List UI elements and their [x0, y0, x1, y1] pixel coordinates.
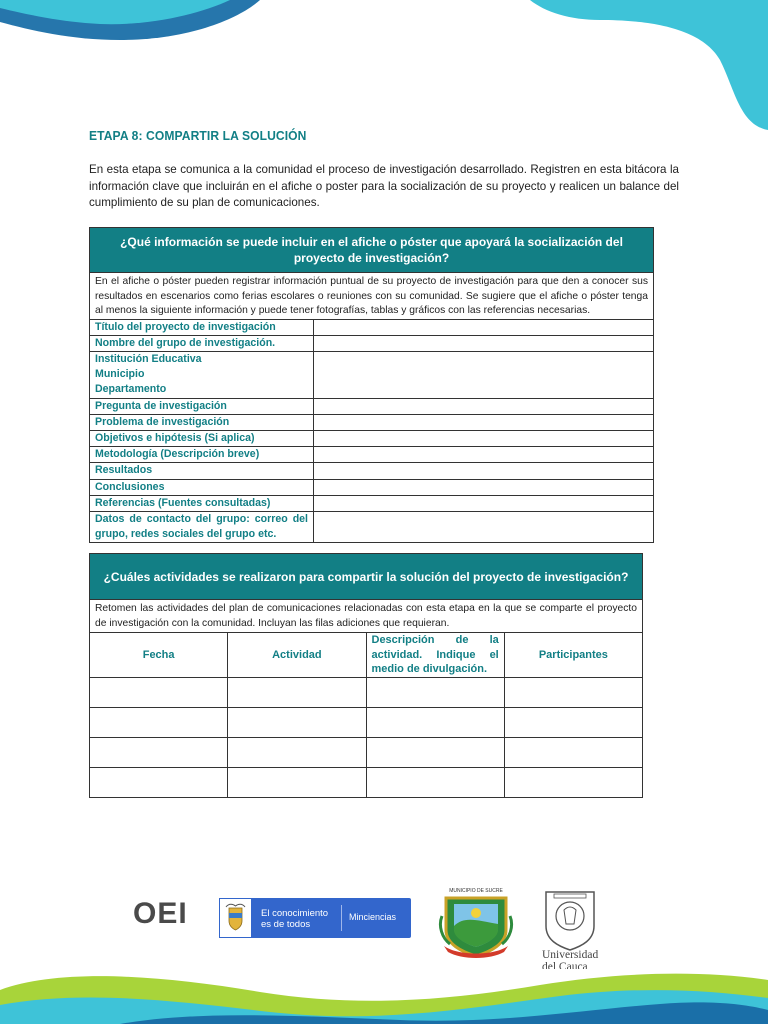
- sucre-municipality-shield-icon: [438, 886, 514, 962]
- row-label: Datos de contacto del grupo: correo del grupo, redes sociales del grupo etc.: [90, 511, 314, 542]
- table-cell[interactable]: [504, 708, 642, 738]
- gov-slogan: [261, 908, 328, 930]
- table-cell[interactable]: [90, 768, 228, 798]
- row-value-cell[interactable]: [314, 335, 654, 351]
- row-value-cell[interactable]: [314, 351, 654, 398]
- unicauca-name-line2: del Cauca: [542, 961, 588, 969]
- row-label: Objetivos e hipótesis (Si aplica): [90, 430, 314, 446]
- table-cell[interactable]: [504, 768, 642, 798]
- unicauca-name-line1: Universidad: [542, 949, 599, 961]
- row-label: Pregunta de investigación: [90, 398, 314, 414]
- table-cell[interactable]: [90, 678, 228, 708]
- sucre-name: MUNICIPIO DE SUCRE: [449, 888, 503, 894]
- column-headers: [90, 633, 643, 678]
- table-cell[interactable]: [90, 708, 228, 738]
- row-value-cell[interactable]: [314, 511, 654, 542]
- row-label-group: [90, 351, 314, 398]
- table-cell[interactable]: [504, 738, 642, 768]
- poster-table-header: ¿Qué información se puede incluir en el afiche o póster que apoyará la socialización del proyecto de investigación?: [90, 228, 654, 273]
- colombia-shield-icon: [219, 898, 252, 938]
- gov-slogan-line1: El conocimiento: [261, 908, 329, 919]
- row-label: Institución Educativa: [95, 352, 202, 365]
- table-cell[interactable]: [228, 708, 366, 738]
- row-label: Problema de investigación: [90, 414, 314, 430]
- table-row: [90, 351, 654, 398]
- row-value-cell[interactable]: [314, 430, 654, 446]
- minciencias-label: Minciencias: [349, 912, 397, 922]
- column-header-actividad: Actividad: [228, 633, 366, 678]
- column-header-fecha: Fecha: [90, 633, 228, 678]
- intro-paragraph: En esta etapa se comunica a la comunidad el proceso de investigación desarrollado. Registren en esta bitácora la información clave que incluirán en el afiche o poster para la socialización de su proyecto y realicen un balance del cumplimiento de su plan de comunicaciones.: [89, 163, 679, 210]
- table-cell[interactable]: [228, 768, 366, 798]
- table-row: [90, 335, 654, 351]
- table-row: [90, 678, 643, 708]
- table-row: [90, 430, 654, 446]
- oei-logo: OEI: [133, 897, 188, 930]
- table-cell[interactable]: [366, 678, 504, 708]
- row-label: Título del proyecto de investigación: [90, 319, 314, 335]
- row-value-cell[interactable]: [314, 495, 654, 511]
- table-row: [90, 414, 654, 430]
- row-value-cell[interactable]: [314, 414, 654, 430]
- row-value-cell[interactable]: [314, 447, 654, 463]
- row-label: Referencias (Fuentes consultadas): [90, 495, 314, 511]
- table-cell[interactable]: [228, 678, 366, 708]
- table-row: [90, 463, 654, 479]
- row-label: Municipio: [95, 368, 145, 381]
- table-row: [90, 768, 643, 798]
- table-row: [90, 708, 643, 738]
- table-cell[interactable]: [90, 738, 228, 768]
- activities-table-header: ¿Cuáles actividades se realizaron para compartir la solución del proyecto de investigación?: [90, 554, 643, 600]
- row-value-cell[interactable]: [314, 319, 654, 335]
- table-cell[interactable]: [366, 708, 504, 738]
- table-row: [90, 511, 654, 542]
- poster-table-description: En el afiche o póster pueden registrar información puntual de su proyecto de investigación para que den a conocer sus resultados en escenarios como ferias escolares o reuniones con su comunidad. Se sugiere que el afiche o póster tenga al menos la siguiente información y puede tener fotografías, tablas y gráficos con las referencias necesarias.: [90, 273, 654, 320]
- divider: [341, 905, 342, 931]
- activities-table: [89, 553, 643, 798]
- table-row: [90, 447, 654, 463]
- table-row: [90, 738, 643, 768]
- column-header-participantes: Participantes: [504, 633, 642, 678]
- row-value-cell[interactable]: [314, 398, 654, 414]
- unicauca-name: [542, 949, 598, 969]
- table-cell[interactable]: [504, 678, 642, 708]
- column-header-descripcion: Descripción de la actividad. Indique el medio de divulgación.: [366, 633, 504, 678]
- gov-minciencias-logo: [219, 898, 411, 938]
- gov-slogan-line2: es de todos: [261, 919, 311, 930]
- row-value-cell[interactable]: [314, 463, 654, 479]
- table-row: [90, 479, 654, 495]
- activities-table-description: Retomen las actividades del plan de comunicaciones relacionadas con esta etapa en la que se comparte el proyecto de investigación con la comunidad. Incluyan las filas adiciones que requieran.: [90, 600, 643, 633]
- table-row: [90, 495, 654, 511]
- row-label: Departamento: [95, 383, 167, 396]
- table-row: [90, 398, 654, 414]
- table-cell[interactable]: [366, 768, 504, 798]
- row-label: Resultados: [90, 463, 314, 479]
- row-label: Metodología (Descripción breve): [90, 447, 314, 463]
- table-cell[interactable]: [366, 738, 504, 768]
- row-value-cell[interactable]: [314, 479, 654, 495]
- row-label: Conclusiones: [90, 479, 314, 495]
- section-title: ETAPA 8: COMPARTIR LA SOLUCIÓN: [89, 128, 307, 143]
- poster-info-table: [89, 227, 654, 543]
- table-row: [90, 319, 654, 335]
- table-cell[interactable]: [228, 738, 366, 768]
- row-label: Nombre del grupo de investigación.: [90, 335, 314, 351]
